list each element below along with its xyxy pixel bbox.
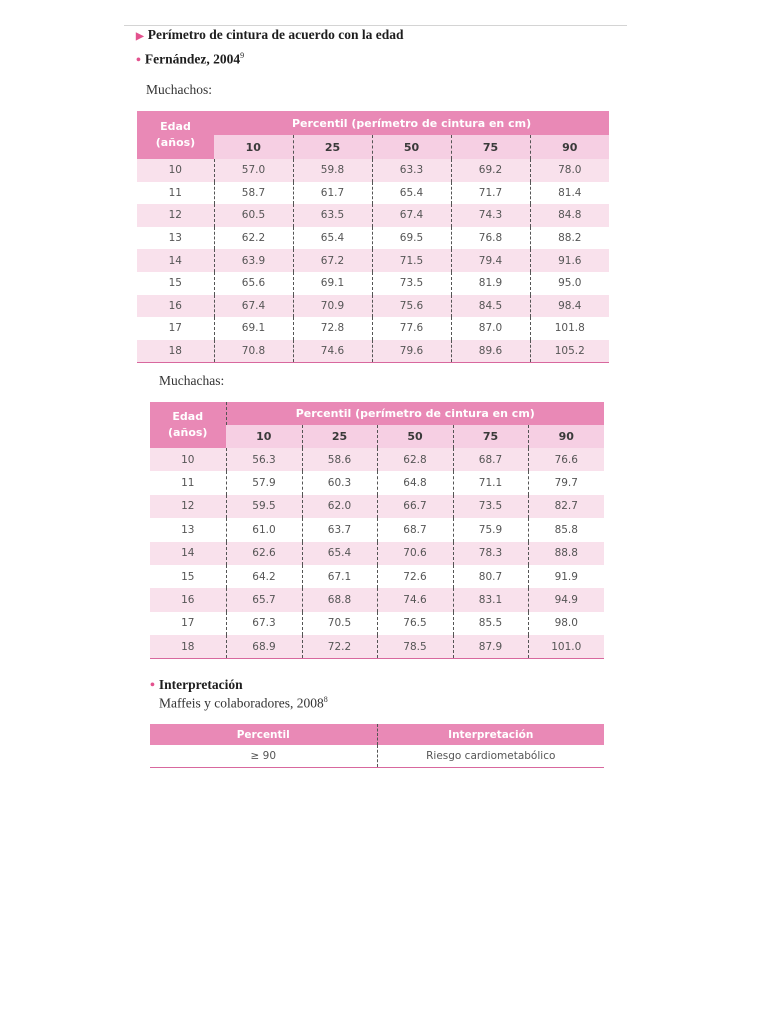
value-cell: 59.5 (226, 495, 302, 518)
value-cell: 75.9 (453, 518, 528, 541)
source-heading-text: Fernández, 2004 (144, 51, 241, 67)
value-cell: 63.3 (372, 159, 451, 182)
value-cell: 73.5 (372, 272, 451, 295)
age-cell: 16 (137, 295, 214, 318)
age-header (150, 402, 226, 448)
table-row (137, 272, 609, 295)
interpretation-source-ref: 8 (323, 695, 328, 704)
value-cell: 79.6 (372, 340, 451, 363)
value-cell: 73.5 (453, 495, 528, 518)
age-header-line2: (años) (168, 426, 208, 439)
age-cell: 10 (137, 159, 214, 182)
interpretation-source-text: Maffeis y colaboradores, 2008 (159, 695, 324, 711)
value-cell: 57.9 (226, 471, 302, 494)
age-cell: 18 (150, 635, 226, 658)
percentile-col-header: 75 (451, 135, 530, 159)
value-cell: 68.9 (226, 635, 302, 658)
value-cell: 72.2 (302, 635, 377, 658)
interpretation-source (159, 695, 328, 712)
value-cell: 69.1 (214, 317, 293, 340)
triangle-bullet-icon: ▶ (136, 31, 144, 42)
percentile-col-header: 10 (214, 135, 293, 159)
value-cell: 65.4 (302, 542, 377, 565)
percentile-header: Percentil (perímetro de cintura en cm) (226, 402, 604, 425)
value-cell: 79.7 (528, 471, 604, 494)
value-cell: 74.6 (293, 340, 372, 363)
table-row (137, 340, 609, 363)
value-cell: 67.3 (226, 612, 302, 635)
table-row (150, 518, 604, 541)
value-cell: 78.0 (530, 159, 609, 182)
value-cell: 61.0 (226, 518, 302, 541)
value-cell: 69.5 (372, 227, 451, 250)
value-cell: 82.7 (528, 495, 604, 518)
value-cell: 71.5 (372, 249, 451, 272)
value-cell: 74.3 (451, 204, 530, 227)
value-cell: 72.8 (293, 317, 372, 340)
age-cell: 15 (150, 565, 226, 588)
value-cell: 60.3 (302, 471, 377, 494)
table-row (137, 159, 609, 182)
value-cell: 81.9 (451, 272, 530, 295)
table-row (150, 565, 604, 588)
value-cell: 62.0 (302, 495, 377, 518)
value-cell: 77.6 (372, 317, 451, 340)
table-row (137, 317, 609, 340)
value-cell: 67.4 (372, 204, 451, 227)
table-row (150, 612, 604, 635)
interpretation-heading (150, 677, 243, 694)
percentile-header: Percentil (perímetro de cintura en cm) (214, 111, 609, 135)
value-cell: 105.2 (530, 340, 609, 363)
source-heading (136, 51, 244, 69)
age-cell: 14 (150, 542, 226, 565)
value-cell: 72.6 (377, 565, 453, 588)
table-row (137, 249, 609, 272)
boys-label: Muchachos: (146, 82, 212, 97)
age-cell: 13 (150, 518, 226, 541)
bullet-dot-icon: • (136, 52, 141, 68)
value-cell: 68.7 (453, 448, 528, 471)
value-cell: 98.4 (530, 295, 609, 318)
interpretation-title: Interpretación (158, 677, 243, 692)
value-cell: 70.9 (293, 295, 372, 318)
table-row (150, 495, 604, 518)
boys-table (137, 111, 609, 363)
percentile-col-header: 90 (530, 135, 609, 159)
value-cell: 95.0 (530, 272, 609, 295)
percentile-col-header: 75 (453, 425, 528, 448)
source-heading-ref: 9 (240, 51, 245, 60)
value-cell: 63.7 (302, 518, 377, 541)
age-cell: 17 (150, 612, 226, 635)
value-cell: 78.3 (453, 542, 528, 565)
age-cell: 11 (137, 182, 214, 205)
value-cell: 64.8 (377, 471, 453, 494)
percentile-col-header: 25 (302, 425, 377, 448)
value-cell: 65.7 (226, 588, 302, 611)
value-cell: 65.4 (372, 182, 451, 205)
value-cell: 81.4 (530, 182, 609, 205)
age-cell: 12 (150, 495, 226, 518)
value-cell: 84.5 (451, 295, 530, 318)
value-cell: 68.8 (302, 588, 377, 611)
girls-label: Muchachas: (159, 373, 225, 388)
value-cell: 101.0 (528, 635, 604, 658)
value-cell: 84.8 (530, 204, 609, 227)
table-row (150, 448, 604, 471)
value-cell: 71.7 (451, 182, 530, 205)
interpretation-table (150, 724, 604, 768)
value-cell: 61.7 (293, 182, 372, 205)
value-cell: 60.5 (214, 204, 293, 227)
age-cell: 18 (137, 340, 214, 363)
value-cell: 63.9 (214, 249, 293, 272)
value-cell: 67.1 (302, 565, 377, 588)
value-cell: 70.5 (302, 612, 377, 635)
value-cell: 98.0 (528, 612, 604, 635)
value-cell: 89.6 (451, 340, 530, 363)
value-cell: 68.7 (377, 518, 453, 541)
age-cell: 11 (150, 471, 226, 494)
interpretation-header: Interpretación (377, 724, 604, 745)
percentile-col-header: 50 (377, 425, 453, 448)
value-cell: 70.6 (377, 542, 453, 565)
value-cell: 78.5 (377, 635, 453, 658)
value-cell: 71.1 (453, 471, 528, 494)
value-cell: 57.0 (214, 159, 293, 182)
value-cell: 80.7 (453, 565, 528, 588)
girls-table (150, 402, 604, 659)
value-cell: 91.9 (528, 565, 604, 588)
percentile-col-header: 10 (226, 425, 302, 448)
table-row (137, 227, 609, 250)
value-cell: 76.5 (377, 612, 453, 635)
value-cell: 66.7 (377, 495, 453, 518)
age-header-line2: (años) (155, 136, 196, 149)
age-cell: 14 (137, 249, 214, 272)
age-cell: 15 (137, 272, 214, 295)
value-cell: 85.8 (528, 518, 604, 541)
age-cell: 13 (137, 227, 214, 250)
top-rule (124, 25, 627, 26)
value-cell: 69.1 (293, 272, 372, 295)
value-cell: 79.4 (451, 249, 530, 272)
value-cell: 88.2 (530, 227, 609, 250)
table-row (150, 471, 604, 494)
value-cell: 69.2 (451, 159, 530, 182)
value-cell: 76.8 (451, 227, 530, 250)
value-cell: 94.9 (528, 588, 604, 611)
value-cell: 87.0 (451, 317, 530, 340)
percentile-col-header: 25 (293, 135, 372, 159)
value-cell: 67.4 (214, 295, 293, 318)
section-title (136, 27, 404, 43)
table-row (137, 182, 609, 205)
value-cell: 58.7 (214, 182, 293, 205)
value-cell: 74.6 (377, 588, 453, 611)
interpretation-value: Riesgo cardiometabólico (377, 745, 604, 767)
percentile-value: ≥ 90 (150, 745, 377, 767)
value-cell: 56.3 (226, 448, 302, 471)
percentile-col-header: 50 (372, 135, 451, 159)
age-header-line1: Edad (172, 410, 204, 423)
value-cell: 62.8 (377, 448, 453, 471)
value-cell: 87.9 (453, 635, 528, 658)
age-header-line1: Edad (160, 120, 191, 133)
value-cell: 62.2 (214, 227, 293, 250)
value-cell: 76.6 (528, 448, 604, 471)
age-cell: 10 (150, 448, 226, 471)
value-cell: 62.6 (226, 542, 302, 565)
section-title-text: Perímetro de cintura de acuerdo con la edad (147, 27, 404, 42)
value-cell: 101.8 (530, 317, 609, 340)
value-cell: 67.2 (293, 249, 372, 272)
value-cell: 83.1 (453, 588, 528, 611)
value-cell: 64.2 (226, 565, 302, 588)
value-cell: 88.8 (528, 542, 604, 565)
age-cell: 17 (137, 317, 214, 340)
value-cell: 85.5 (453, 612, 528, 635)
table-row (137, 295, 609, 318)
table-row (137, 204, 609, 227)
value-cell: 70.8 (214, 340, 293, 363)
age-header (137, 111, 214, 159)
value-cell: 63.5 (293, 204, 372, 227)
value-cell: 58.6 (302, 448, 377, 471)
value-cell: 65.6 (214, 272, 293, 295)
table-row (150, 588, 604, 611)
age-cell: 12 (137, 204, 214, 227)
age-cell: 16 (150, 588, 226, 611)
bullet-dot-icon: • (150, 678, 155, 693)
value-cell: 65.4 (293, 227, 372, 250)
value-cell: 75.6 (372, 295, 451, 318)
value-cell: 59.8 (293, 159, 372, 182)
table-row (150, 635, 604, 658)
table-row (150, 542, 604, 565)
value-cell: 91.6 (530, 249, 609, 272)
percentile-header: Percentil (150, 724, 377, 745)
percentile-col-header: 90 (528, 425, 604, 448)
